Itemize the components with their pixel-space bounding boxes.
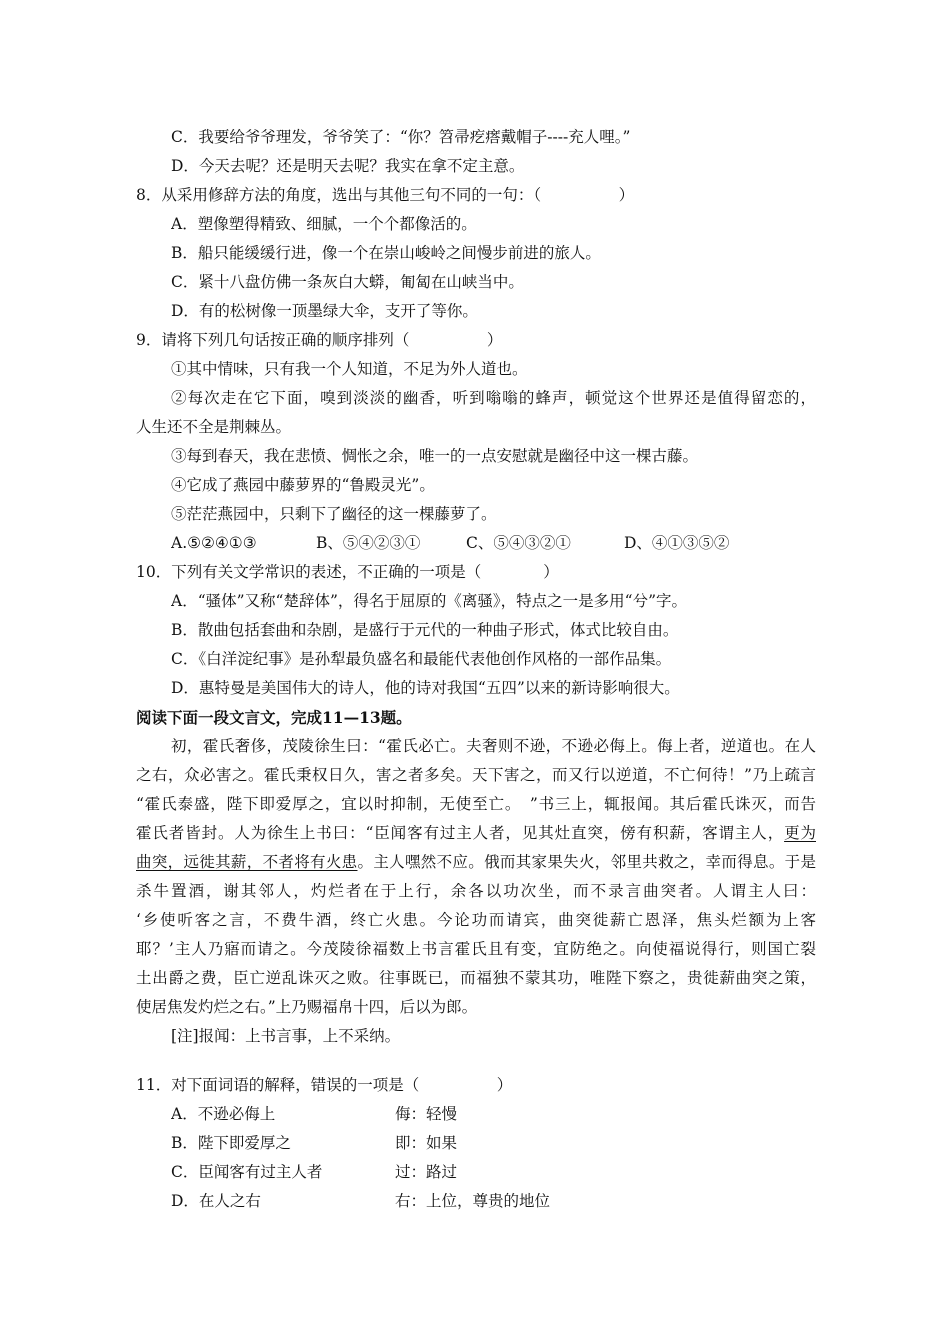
q9-sentence-1: ①其中情味，只有我一个人知道，不足为外人道也。 [171, 360, 528, 378]
passage-line-3: “霍氏泰盛，陛下即爱厚之，宜以时抑制，无使至亡。 ”书三上，辄报闻。其后霍氏诛灭，而告 [136, 795, 816, 813]
underlined-phrase: 更为 [784, 824, 816, 842]
q11-option-b [171, 1129, 851, 1158]
passage-line-8: 耶？’主人乃寤而请之。今茂陵徐福数上书言霍氏且有变，宜防绝之。向使福说得行，则国亡裂 [136, 940, 816, 958]
q10-option-d: D．惠特曼是美国伟大的诗人，他的诗对我国“五四”以来的新诗影响很大。 [171, 679, 680, 697]
q9-sentence-5: ⑤茫茫燕园中，只剩下了幽径的这一棵藤萝了。 [171, 505, 497, 523]
q11-option-a-label: A．不逊必侮上 [171, 1105, 276, 1123]
q9-choice-a: A.⑤②④①③ [171, 534, 257, 552]
q9-choice-c: C、⑤④③②① [466, 534, 571, 552]
q10-option-a: A．“骚体”又称“楚辞体”，得名于屈原的《离骚》，特点之一是多用“兮”字。 [171, 592, 687, 610]
q11-option-c-gloss: 过：路过 [395, 1163, 458, 1181]
q8-option-a: A．塑像塑得精致、细腻，一个个都像活的。 [171, 215, 477, 233]
q11-option-c-label: C．臣闻客有过主人者 [171, 1163, 323, 1181]
passage-line-4-text: 霍氏者皆封。人为徐生上书曰：“臣闻客有过主人者，见其灶直突，傍有积薪，客谓主人， [136, 824, 785, 842]
passage-line-7: ‘乡使听客之言，不费牛酒，终亡火患。今论功而请宾，曲突徙薪亡恩泽，焦头烂额为上客 [136, 911, 816, 929]
q11-option-a [171, 1100, 851, 1129]
q9-stem: 9．请将下列几句话按正确的顺序排列（ ） [136, 331, 503, 349]
q11-option-b-label: B．陛下即爱厚之 [171, 1134, 291, 1152]
passage-line-1: 初，霍氏奢侈，茂陵徐生曰：“霍氏必亡。夫奢则不逊，不逊必侮上。侮上者，逆道也。在人 [171, 737, 816, 755]
passage-line-5 [136, 848, 816, 877]
passage-note: [注]报闻：上书言事，上不采纳。 [171, 1027, 401, 1045]
underlined-phrase-cont: 曲突，远徙其薪，不者将有火患 [136, 853, 358, 871]
q11-option-d-label: D．在人之右 [171, 1192, 261, 1210]
q9-sentence-4: ④它成了燕园中藤萝界的“鲁殿灵光”。 [171, 476, 435, 494]
q7-option-c: C．我要给爷爷理发，爷爷笑了：“你？笤帚疙瘩戴帽子----充人哩。” [171, 128, 631, 146]
q9-choice-d: D、④①③⑤② [624, 534, 730, 552]
q8-option-b: B．船只能缓缓行进，像一个在崇山峻岭之间慢步前进的旅人。 [171, 244, 601, 262]
q8-option-d: D．有的松树像一顶墨绿大伞，支开了等你。 [171, 302, 478, 320]
q10-option-b: B．散曲包括套曲和杂剧，是盛行于元代的一种曲子形式，体式比较自由。 [171, 621, 679, 639]
passage-line-2: 之右，众必害之。霍氏秉权日久，害之者多矣。天下害之，而又行以逆道，不亡何待！”乃上疏言 [136, 766, 816, 784]
passage-line-6: 杀牛置酒，谢其邻人，灼烂者在于上行，余各以功次坐，而不录言曲突者。人谓主人曰： [136, 882, 816, 900]
q11-option-d-gloss: 右：上位，尊贵的地位 [395, 1192, 551, 1210]
q8-option-c: C．紧十八盘仿佛一条灰白大蟒，匍匐在山峡当中。 [171, 273, 524, 291]
q9-choice-b: B、⑤④②③① [316, 534, 421, 552]
q9-sentence-2: ②每次走在它下面，嗅到淡淡的幽香，听到嗡嗡的蜂声，顿觉这个世界还是值得留恋的， [171, 389, 816, 407]
q10-option-c: C．《白洋淀纪事》是孙犁最负盛名和最能代表他创作风格的一部作品集。 [171, 650, 672, 668]
q11-stem: 11．对下面词语的解释，错误的一项是（ ） [136, 1076, 513, 1094]
q10-stem: 10．下列有关文学常识的表述，不正确的一项是（ ） [136, 563, 559, 581]
q11-option-b-gloss: 即：如果 [395, 1134, 458, 1152]
passage-line-10: 使居焦发灼烂之右。”上乃赐福帛十四，后以为郎。 [136, 998, 478, 1016]
passage-line-4 [136, 819, 816, 848]
q11-option-a-gloss: 侮：轻慢 [395, 1105, 458, 1123]
passage-line-5-text: 。主人嘿然不应。俄而其家果失火，邻里共救之，幸而得息。于是 [357, 853, 816, 871]
q7-option-d: D．今天去呢？还是明天去呢？我实在拿不定主意。 [171, 157, 525, 175]
q9-choices [171, 529, 851, 558]
q9-sentence-2-cont: 人生还不全是荆棘丛。 [136, 418, 292, 436]
reading-heading: 阅读下面一段文言文，完成11—13题。 [136, 708, 412, 727]
q8-stem: 8．从采用修辞方法的角度，选出与其他三句不同的一句：（ ） [136, 186, 635, 204]
q11-option-c [171, 1158, 851, 1187]
q9-sentence-3: ③每到春天，我在悲愤、惆怅之余，唯一的一点安慰就是幽径中这一棵古藤。 [171, 447, 699, 465]
q11-option-d [171, 1187, 851, 1216]
passage-line-9: 土出爵之费，臣亡逆乱诛灭之败。往事既已，而福独不蒙其功，唯陛下察之，贵徙薪曲突之策， [136, 969, 816, 987]
